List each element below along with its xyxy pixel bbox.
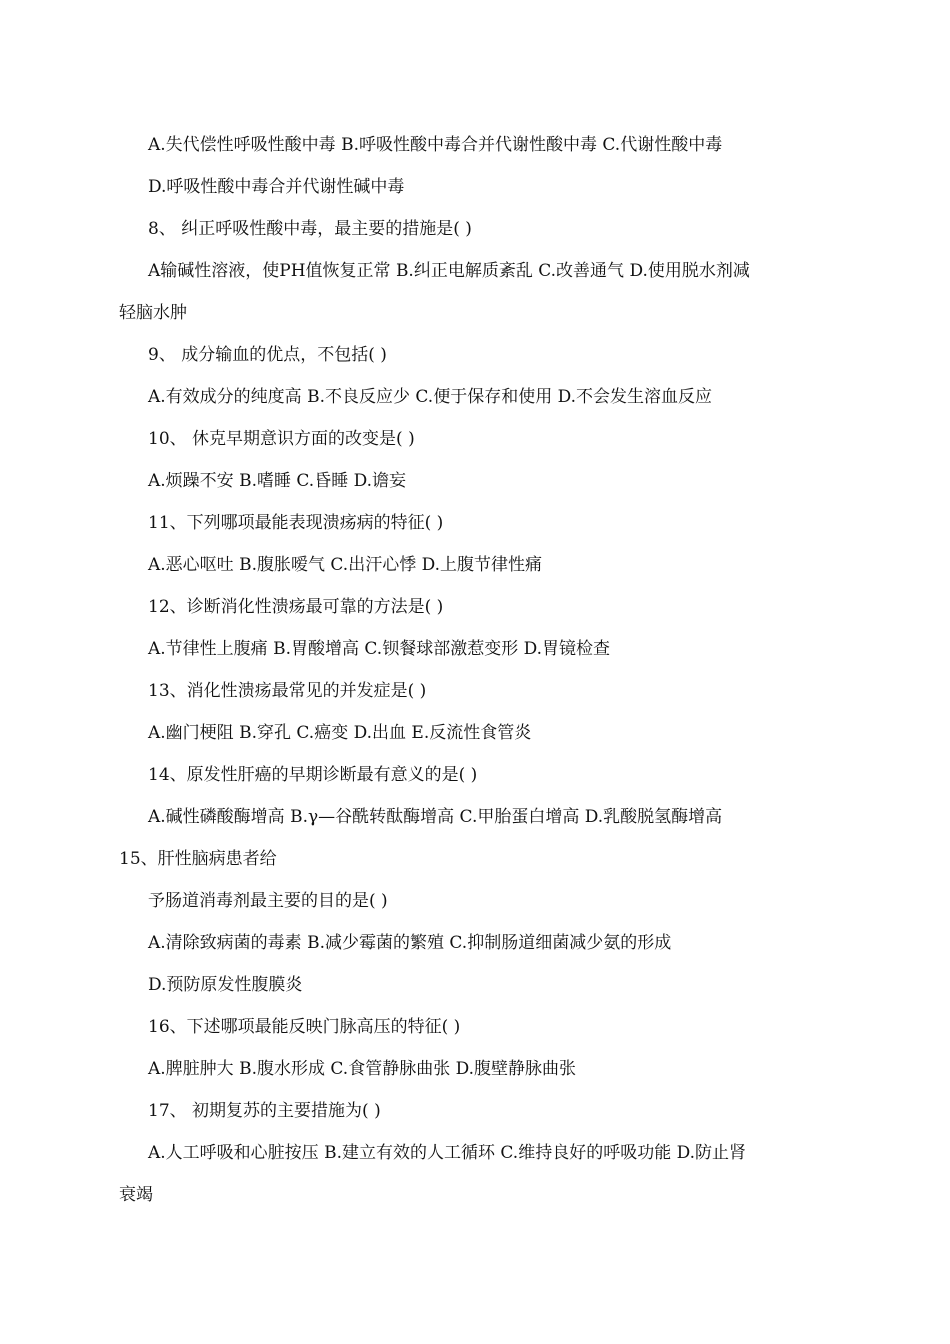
answer-options-9: A.有效成分的纯度高 B.不良反应少 C.便于保存和使用 D.不会发生溶血反应 [148, 387, 713, 407]
question-15-cont: 予肠道消毒剂最主要的目的是( ) [148, 891, 388, 911]
answer-options-17: A.人工呼吸和心脏按压 B.建立有效的人工循环 C.维持良好的呼吸功能 D.防止肾 [148, 1143, 747, 1163]
answer-options-15: A.清除致病菌的毒素 B.减少霉菌的繁殖 C.抑制肠道细菌减少氨的形成 [148, 933, 672, 953]
answer-options-8-cont: 轻脑水肿 [119, 303, 187, 323]
question-15: 15、肝性脑病患者给 [119, 849, 277, 869]
answer-options-16: A.脾脏肿大 B.腹水形成 C.食管静脉曲张 D.腹壁静脉曲张 [148, 1059, 577, 1079]
question-12: 12、诊断消化性溃疡最可靠的方法是( ) [148, 597, 444, 617]
answer-options-13: A.幽门梗阻 B.穿孔 C.癌变 D.出血 E.反流性食管炎 [148, 723, 532, 743]
answer-options-15-cont: D.预防原发性腹膜炎 [148, 975, 303, 995]
question-17: 17、 初期复苏的主要措施为( ) [148, 1101, 381, 1121]
question-8: 8、 纠正呼吸性酸中毒，最主要的措施是( ) [148, 219, 472, 239]
answer-options-14: A.碱性磷酸酶增高 B.γ—谷酰转酞酶增高 C.甲胎蛋白增高 D.乳酸脱氢酶增高 [148, 807, 723, 827]
question-10: 10、 休克早期意识方面的改变是( ) [148, 429, 415, 449]
question-16: 16、下述哪项最能反映门脉高压的特征( ) [148, 1017, 461, 1037]
answer-options-7-cont: D.呼吸性酸中毒合并代谢性碱中毒 [148, 177, 405, 197]
answer-options-10: A.烦躁不安 B.嗜睡 C.昏睡 D.谵妄 [148, 471, 407, 491]
question-13: 13、消化性溃疡最常见的并发症是( ) [148, 681, 427, 701]
answer-options-11: A.恶心呕吐 B.腹胀嗳气 C.出汗心悸 D.上腹节律性痛 [148, 555, 543, 575]
question-14: 14、原发性肝癌的早期诊断最有意义的是( ) [148, 765, 478, 785]
answer-options-7: A.失代偿性呼吸性酸中毒 B.呼吸性酸中毒合并代谢性酸中毒 C.代谢性酸中毒 [148, 135, 723, 155]
answer-options-12: A.节律性上腹痛 B.胃酸增高 C.钡餐球部激惹变形 D.胃镜检查 [148, 639, 611, 659]
question-11: 11、下列哪项最能表现溃疡病的特征( ) [148, 513, 444, 533]
question-9: 9、 成分输血的优点，不包括( ) [148, 345, 387, 365]
answer-options-8: A输碱性溶液，使PH值恢复正常 B.纠正电解质紊乱 C.改善通气 D.使用脱水剂减 [148, 261, 750, 281]
answer-options-17-cont: 衰竭 [119, 1185, 153, 1205]
